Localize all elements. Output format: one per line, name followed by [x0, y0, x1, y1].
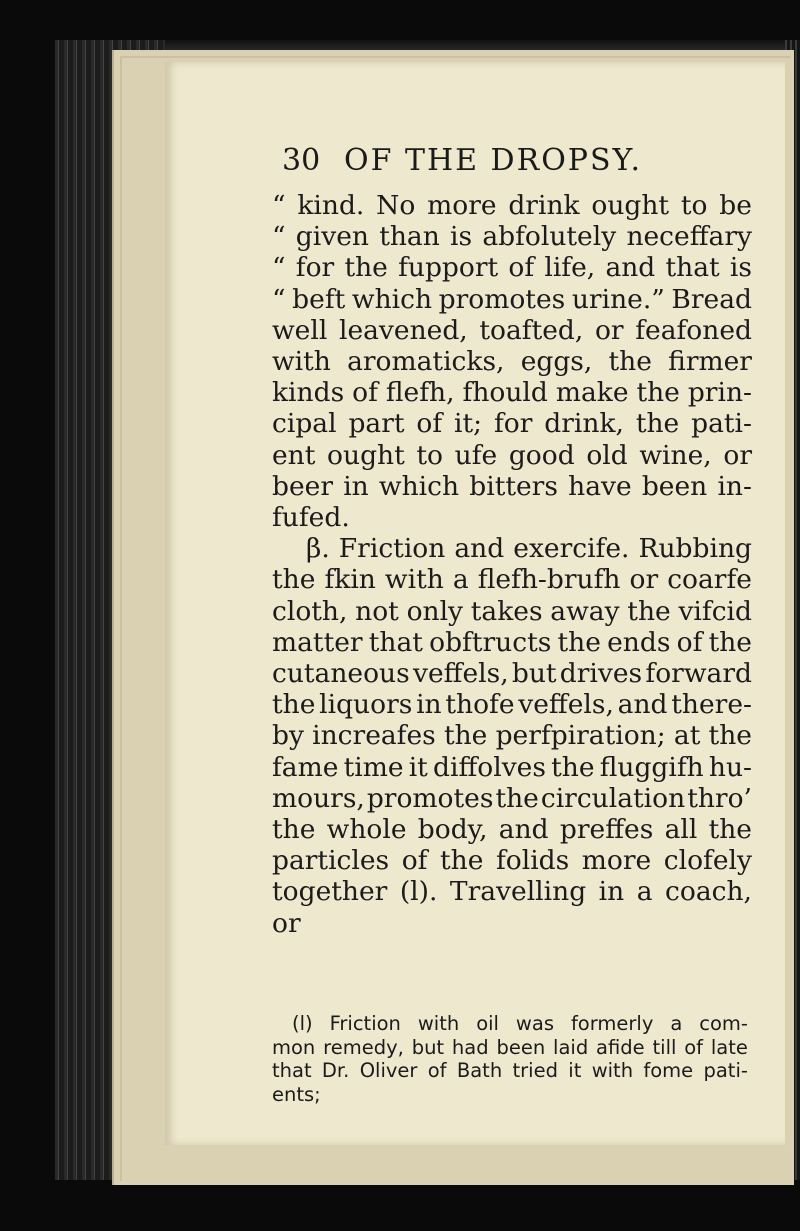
text-line: “ kind. No more drink ought to be	[272, 190, 752, 221]
text-line: fufed.	[272, 502, 350, 534]
footnote-line: (l) Friction with oil was formerly a com-	[292, 1012, 748, 1035]
footnote	[272, 1012, 748, 1106]
text-line: with aromaticks, eggs, the firmer	[272, 346, 752, 378]
running-head: OF THE DROPSY.	[344, 143, 642, 178]
text-line: together (l). Travelling in a coach,	[272, 876, 752, 908]
text-line: mours, promotes the circulation thro’	[272, 782, 752, 814]
text-line: the whole body, and preffes all the	[272, 814, 752, 846]
text-line: “ beft which promotes urine.” Bread	[272, 283, 752, 315]
text-line: kinds of flefh, fhould make the prin-	[272, 377, 752, 409]
text-line: cloth, not only takes away the vifcid	[272, 595, 752, 627]
text-line: fame time it diffolves the fluggifh hu-	[272, 751, 752, 783]
text-line: well leavened, toafted, or feafoned	[272, 314, 752, 346]
text-line: matter that obftructs the ends of the	[272, 626, 752, 658]
text-line: ent ought to ufe good old wine, or	[272, 439, 752, 471]
footnote-line: mon remedy, but had been laid afide till of late	[272, 1035, 748, 1059]
page-header	[282, 143, 642, 178]
footnote-line: ents;	[272, 1082, 321, 1106]
text-line: particles of the folids more clofely	[272, 845, 752, 877]
text-line: by increafes the perfpiration; at the	[272, 720, 752, 752]
text-line: the fkin with a flefh-brufh or coarfe	[272, 564, 752, 596]
text-line: “ for the fupport of life, and that is	[272, 252, 752, 284]
text-line: the liquors in thofe veffels, and there-	[272, 689, 752, 721]
text-line: beer in which bitters have been in-	[272, 470, 752, 502]
page-number: 30	[282, 143, 321, 178]
text-line: or	[272, 907, 301, 939]
text-line: cutaneous veffels, but drives forward	[272, 658, 752, 690]
text-line: “ given than is abfolutely neceffary	[272, 221, 752, 253]
text-line: β. Friction and exercife. Rubbing	[306, 533, 752, 565]
body-text	[272, 190, 752, 939]
footnote-line: that Dr. Oliver of Bath tried it with fome pati-	[272, 1059, 748, 1082]
text-line: cipal part of it; for drink, the pati-	[272, 408, 752, 440]
